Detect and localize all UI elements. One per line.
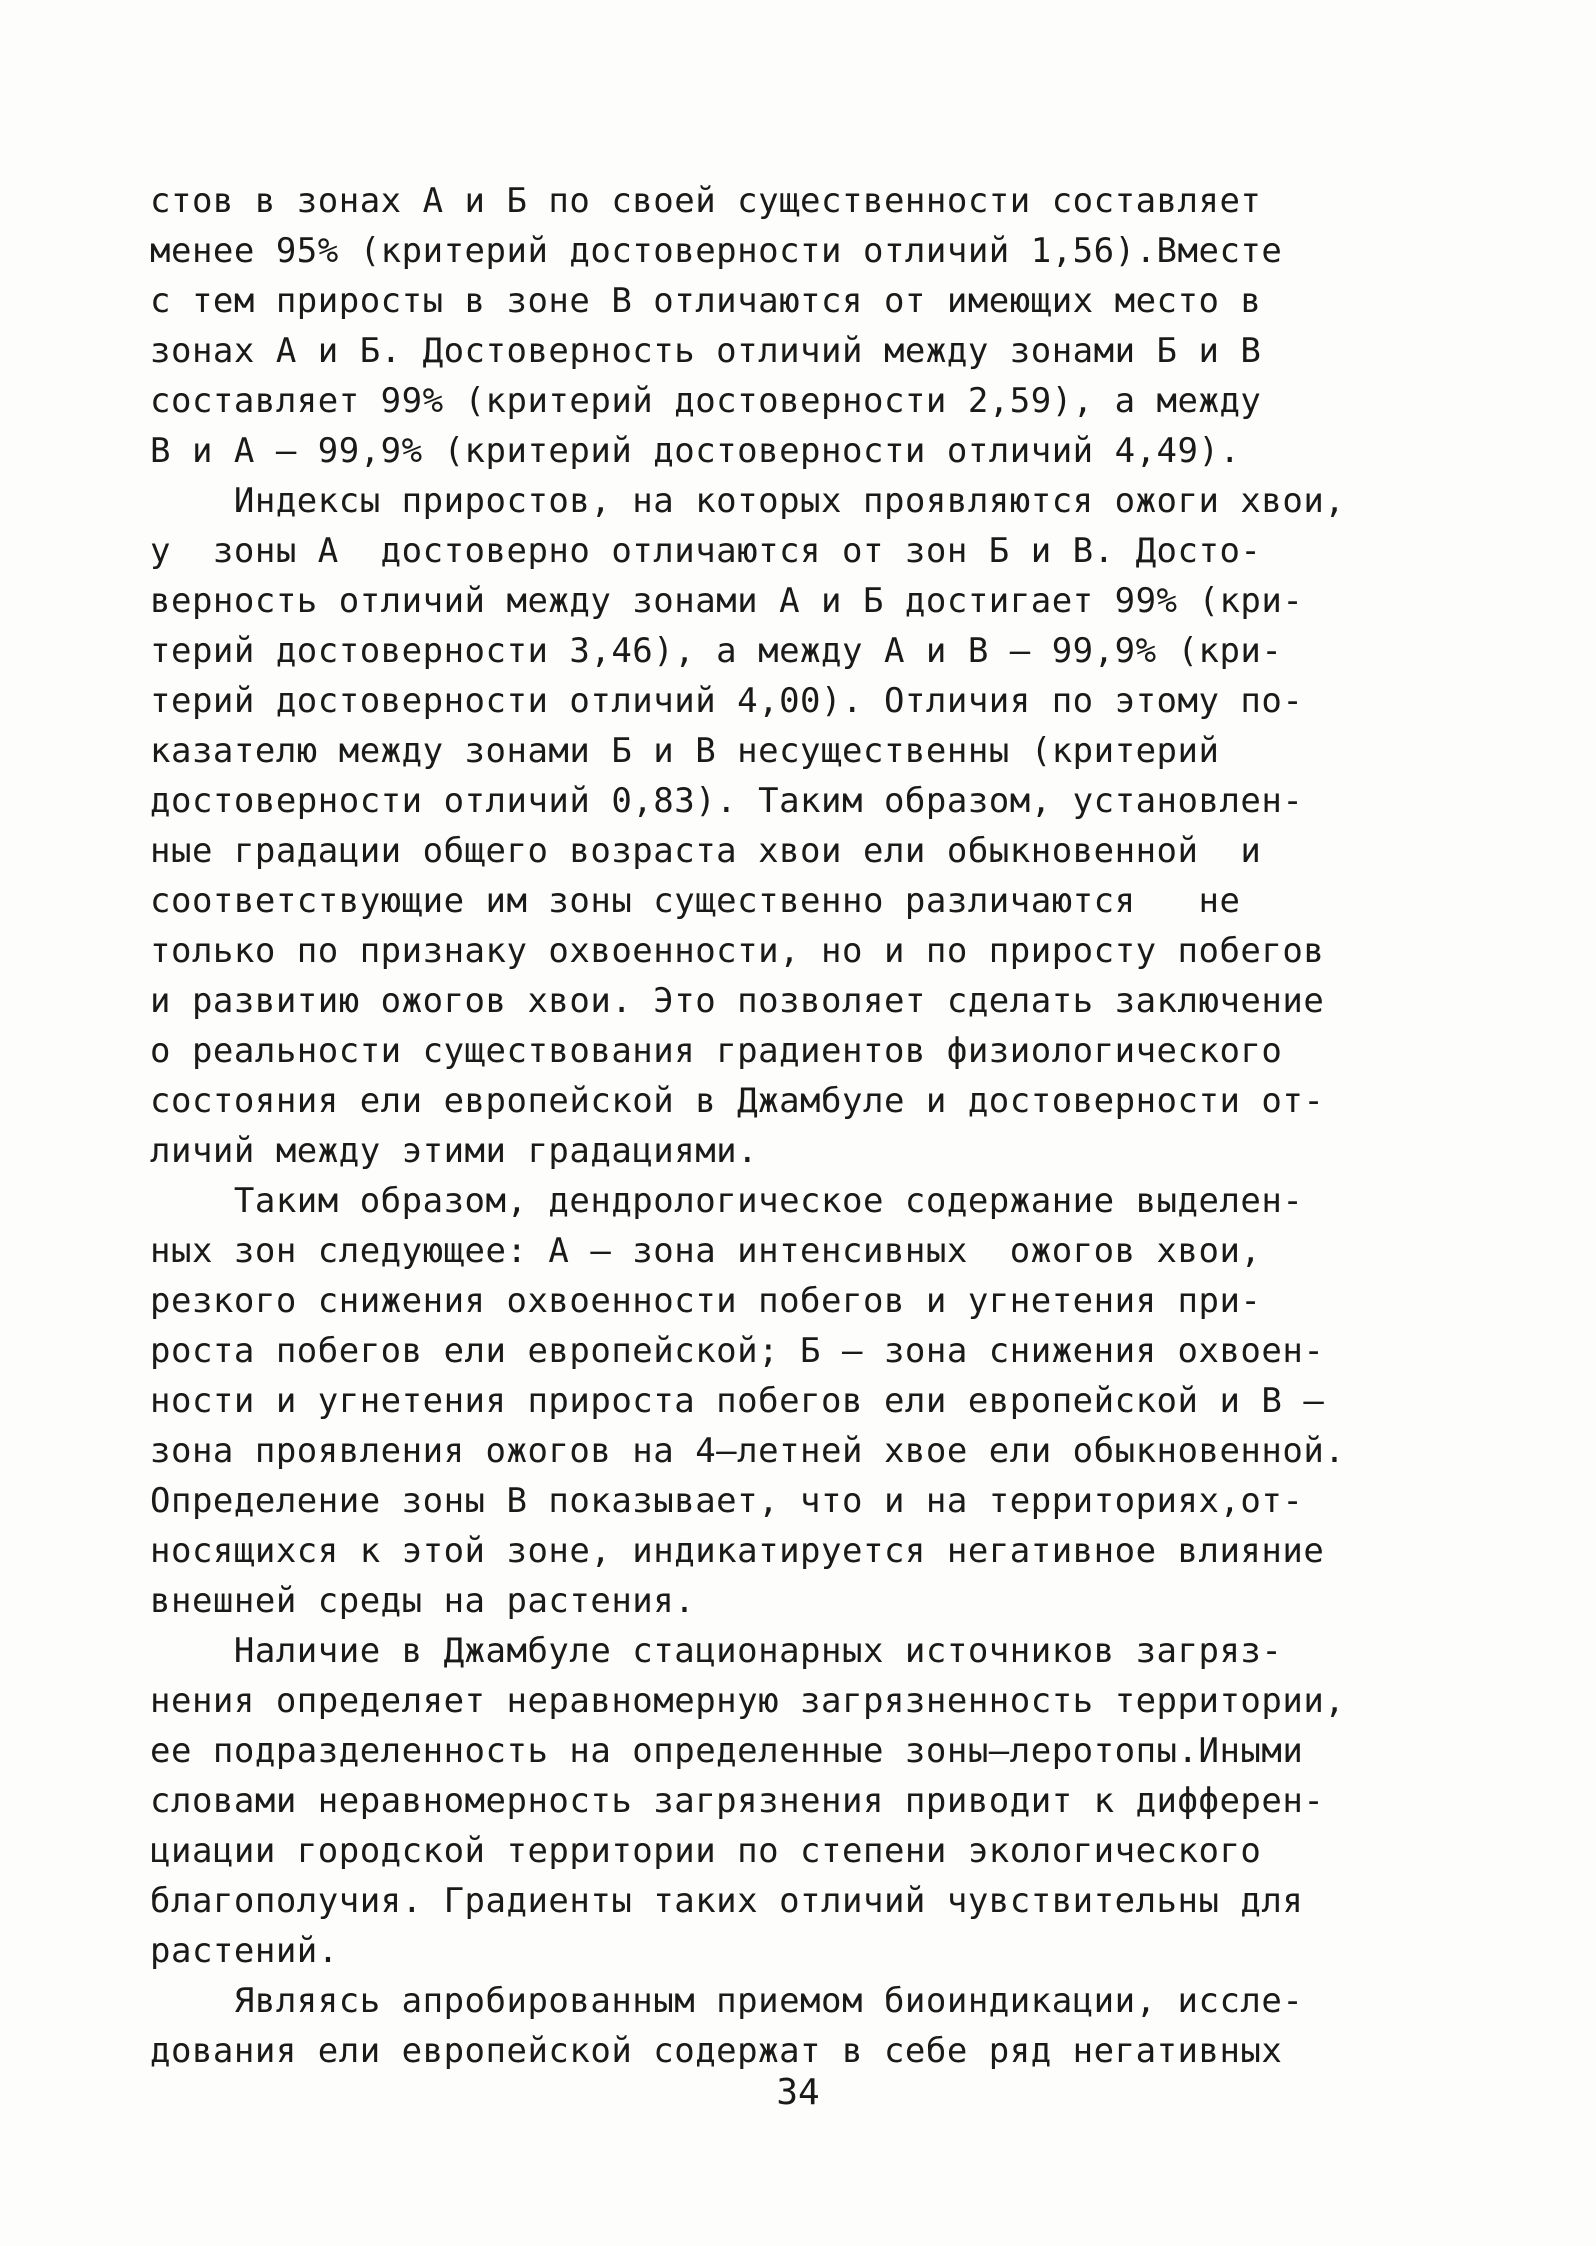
body-text [150, 176, 1450, 2076]
text-line: дования ели европейской содержат в себе ряд негативных [150, 2031, 1283, 2071]
text-line: нения определяет неравномерную загрязненность территории, [150, 1681, 1346, 1721]
text-line: ные градации общего возраста хвои ели обыкновенной и [150, 831, 1262, 871]
text-line: менее 95% (критерий достоверности отличий 1,56).Вместе [150, 231, 1283, 271]
text-line: Индексы приростов, на которых проявляются ожоги хвои, [150, 481, 1346, 521]
text-line: казателю между зонами Б и В несущественны (критерий [150, 731, 1220, 771]
text-line: состояния ели европейской в Джамбуле и достоверности от- [150, 1081, 1325, 1121]
text-line: только по признаку охвоенности, но и по приросту побегов [150, 931, 1325, 971]
text-line: у зоны А достоверно отличаются от зон Б и В. Досто- [150, 531, 1262, 571]
text-line: о реальности существования градиентов физиологического [150, 1031, 1283, 1071]
text-line: соответствующие им зоны существенно различаются не [150, 881, 1241, 921]
text-line: внешней среды на растения. [150, 1581, 696, 1621]
text-line: составляет 99% (критерий достоверности 2,59), а между [150, 381, 1262, 421]
text-line: верность отличий между зонами А и Б достигает 99% (кри- [150, 581, 1304, 621]
text-line: словами неравномерность загрязнения приводит к дифферен- [150, 1781, 1325, 1821]
text-line: ности и угнетения прироста побегов ели европейской и В – [150, 1381, 1325, 1421]
text-line: резкого снижения охвоенности побегов и угнетения при- [150, 1281, 1262, 1321]
text-line: Наличие в Джамбуле стационарных источников загряз- [150, 1631, 1283, 1671]
text-line: Таким образом, дендрологическое содержание выделен- [150, 1181, 1304, 1221]
text-line: достоверности отличий 0,83). Таким образом, установлен- [150, 781, 1304, 821]
text-line: терий достоверности отличий 4,00). Отличия по этому по- [150, 681, 1304, 721]
text-line: зонах А и Б. Достоверность отличий между зонами Б и В [150, 331, 1262, 371]
text-line: растений. [150, 1931, 339, 1971]
text-line: ных зон следующее: А – зона интенсивных ожогов хвои, [150, 1231, 1262, 1271]
text-line: с тем приросты в зоне В отличаются от имеющих место в [150, 281, 1262, 321]
text-line: В и А – 99,9% (критерий достоверности отличий 4,49). [150, 431, 1241, 471]
text-line: благополучия. Градиенты таких отличий чувствительны для [150, 1881, 1304, 1921]
text-line: стов в зонах А и Б по своей существенности составляет [150, 181, 1262, 221]
page-number: 34 [776, 2072, 820, 2113]
text-line: роста побегов ели европейской; Б – зона снижения охвоен- [150, 1331, 1325, 1371]
text-line: Определение зоны В показывает, что и на территориях,от- [150, 1481, 1304, 1521]
text-line: терий достоверности 3,46), а между А и В – 99,9% (кри- [150, 631, 1283, 671]
text-line: и развитию ожогов хвои. Это позволяет сделать заключение [150, 981, 1325, 1021]
text-line: Являясь апробированным приемом биоиндикации, иссле- [150, 1981, 1304, 2021]
text-line: носящихся к этой зоне, индикатируется негативное влияние [150, 1531, 1325, 1571]
text-line: ее подразделенность на определенные зоны–леротопы.Иными [150, 1731, 1304, 1771]
text-line: циации городской территории по степени экологического [150, 1831, 1262, 1871]
text-line: зона проявления ожогов на 4–летней хвое ели обыкновенной. [150, 1431, 1346, 1471]
text-line: личий между этими градациями. [150, 1131, 759, 1171]
